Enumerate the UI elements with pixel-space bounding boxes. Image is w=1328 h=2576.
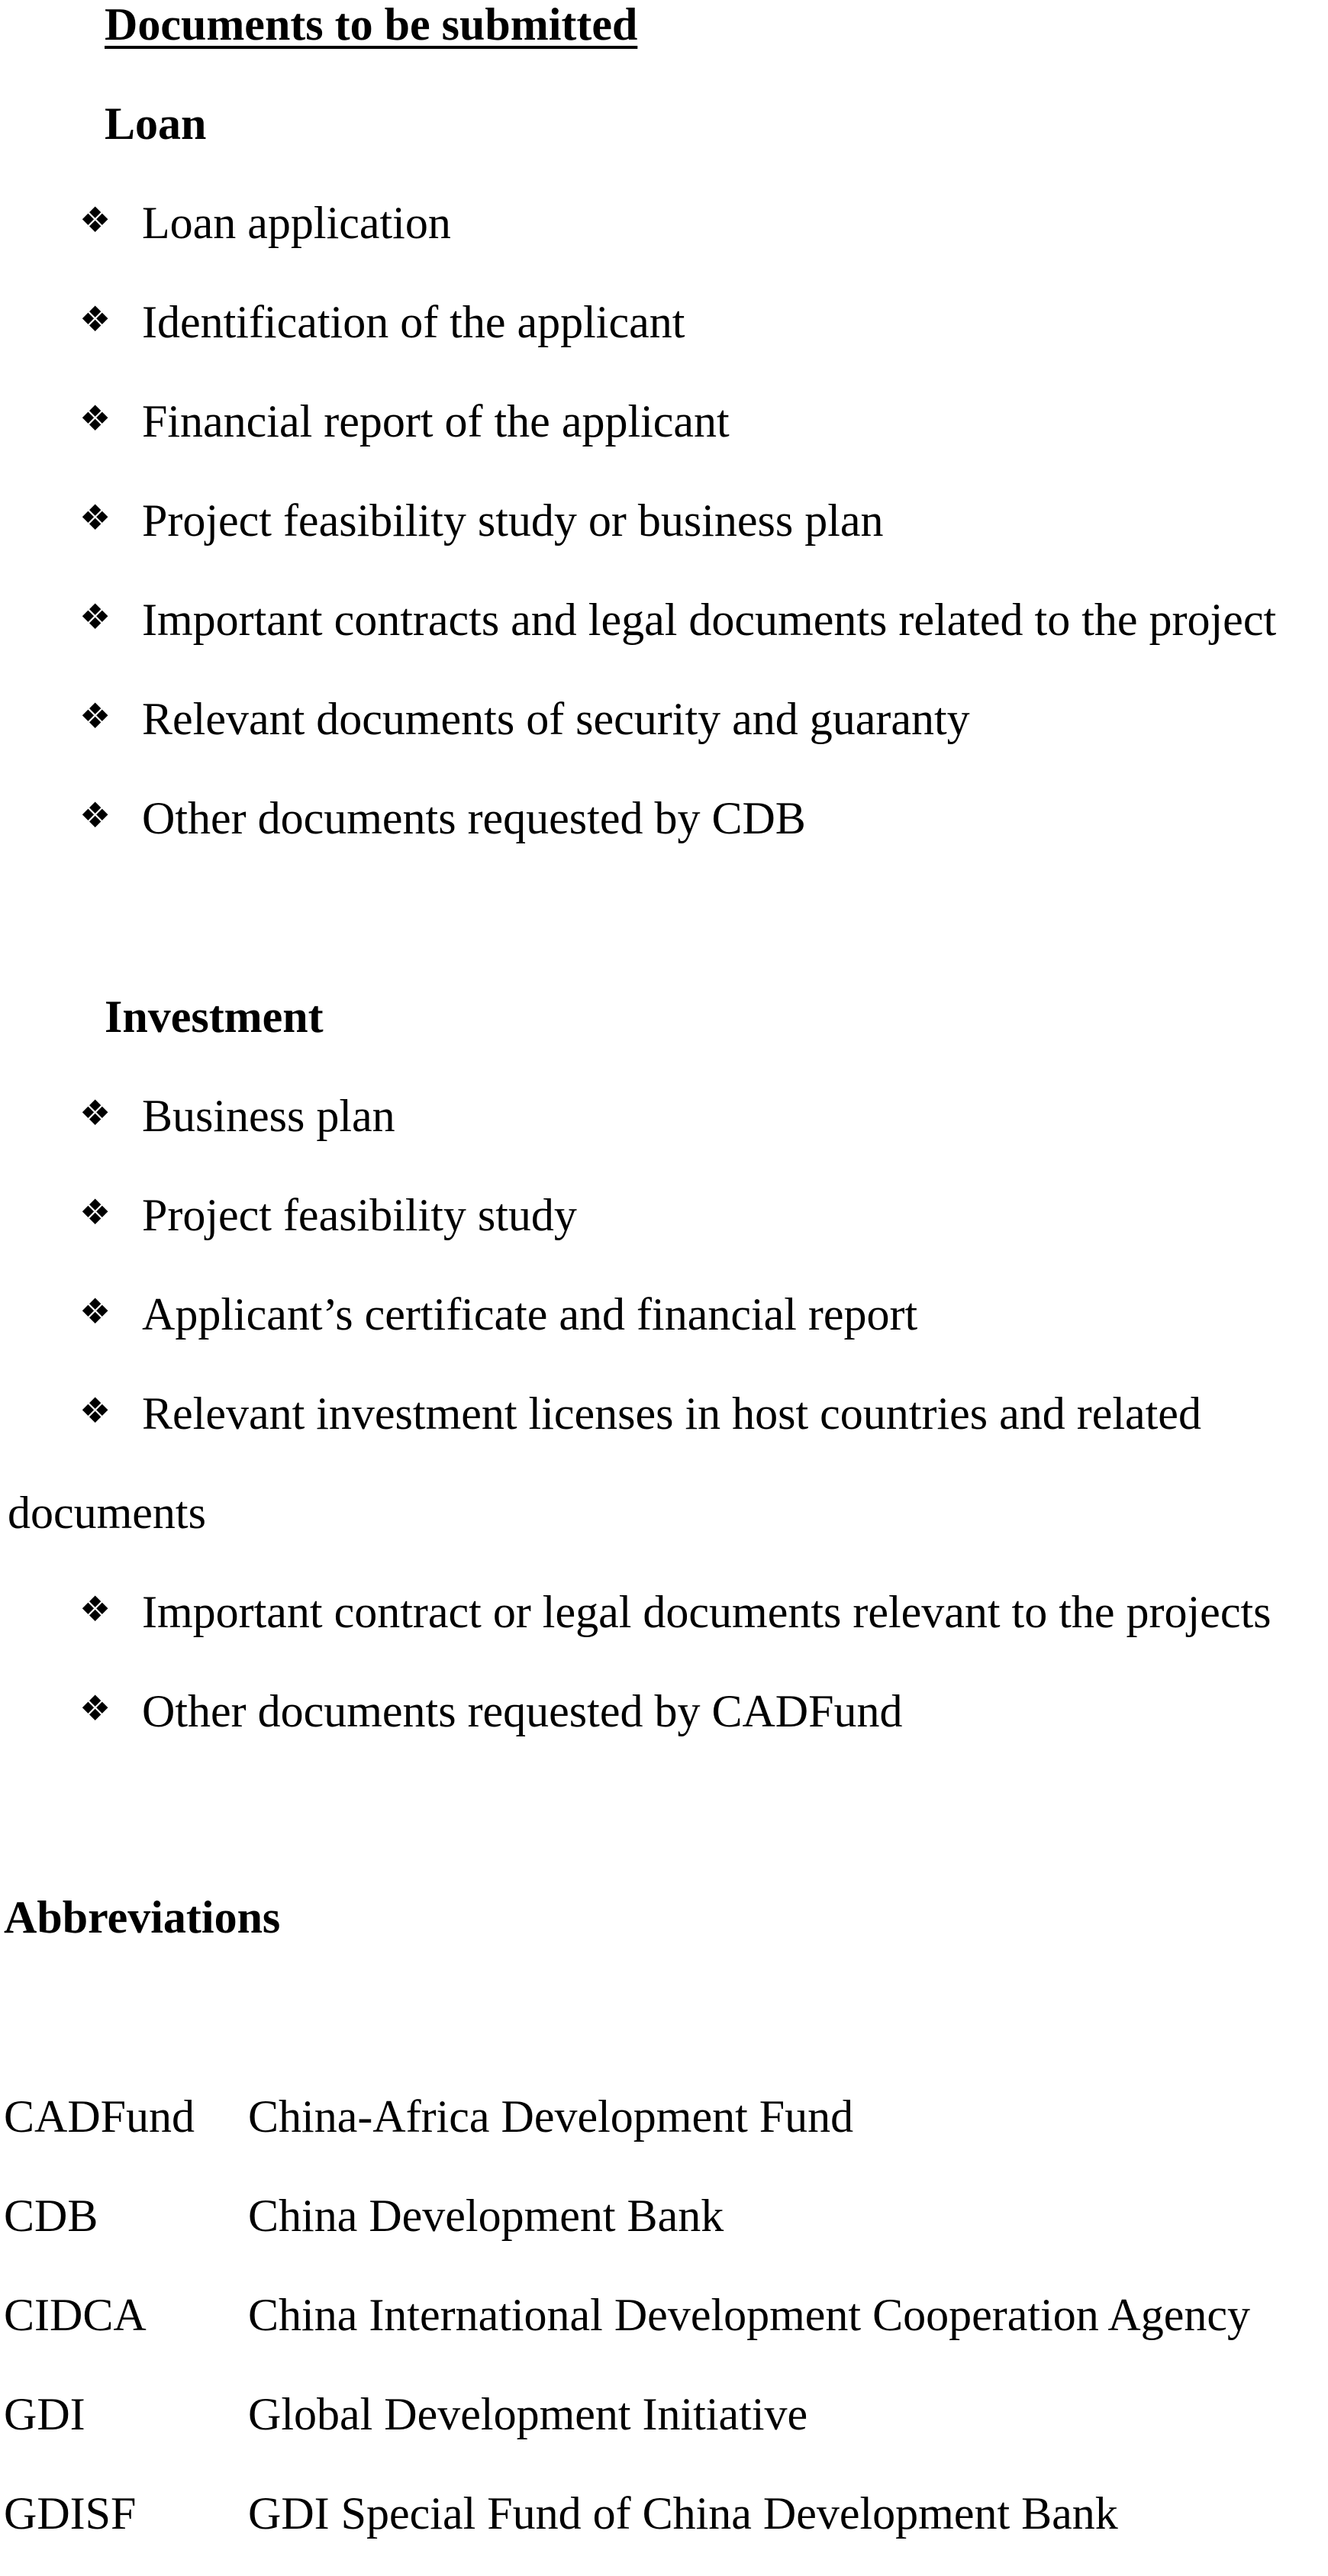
list-item-text: Relevant investment licenses in host countries and related <box>142 1388 1201 1439</box>
list-item-text: Project feasibility study or business plan <box>142 495 884 546</box>
bullet-diamond-icon: ❖ <box>79 697 111 736</box>
bullet-diamond-icon: ❖ <box>79 498 111 537</box>
section-heading-loan: Loan <box>105 98 207 149</box>
abbreviation-term: CDB <box>4 2191 98 2241</box>
bullet-diamond-icon: ❖ <box>79 300 111 339</box>
abbreviation-term: CIDCA <box>4 2290 147 2340</box>
list-item-text: Business plan <box>142 1091 395 1141</box>
list-item-text: Important contract or legal documents relevant to the projects <box>142 1587 1272 1637</box>
abbreviation-definition: GDI Special Fund of China Development Bank <box>248 2488 1118 2539</box>
bullet-diamond-icon: ❖ <box>79 201 111 240</box>
page-title: Documents to be submitted <box>105 0 638 50</box>
list-item-text: Financial report of the applicant <box>142 396 730 447</box>
bullet-diamond-icon: ❖ <box>79 1094 111 1133</box>
list-item-text: Loan application <box>142 198 451 248</box>
abbreviation-definition: China-Africa Development Fund <box>248 2091 854 2142</box>
section-heading-abbreviations: Abbreviations <box>4 1892 281 1942</box>
list-item-text-continuation: documents <box>8 1488 206 1538</box>
bullet-diamond-icon: ❖ <box>79 796 111 835</box>
bullet-diamond-icon: ❖ <box>79 1689 111 1728</box>
abbreviation-definition: China Development Bank <box>248 2191 724 2241</box>
bullet-diamond-icon: ❖ <box>79 399 111 438</box>
bullet-diamond-icon: ❖ <box>79 1193 111 1232</box>
abbreviation-definition: Global Development Initiative <box>248 2389 808 2439</box>
list-item-text: Applicant’s certificate and financial report <box>142 1289 918 1340</box>
abbreviation-definition: China International Development Cooperation Agency <box>248 2290 1250 2340</box>
list-item-text: Project feasibility study <box>142 1190 577 1240</box>
bullet-diamond-icon: ❖ <box>79 1292 111 1331</box>
list-item-text: Important contracts and legal documents related to the project <box>142 595 1277 645</box>
abbreviation-term: GDI <box>4 2389 85 2439</box>
abbreviation-term: GDISF <box>4 2488 137 2539</box>
list-item-text: Other documents requested by CDB <box>142 793 806 843</box>
section-heading-investment: Investment <box>105 991 324 1042</box>
bullet-diamond-icon: ❖ <box>79 1590 111 1629</box>
bullet-diamond-icon: ❖ <box>79 598 111 637</box>
list-item-text: Identification of the applicant <box>142 297 685 347</box>
list-item-text: Relevant documents of security and guaranty <box>142 694 970 744</box>
bullet-diamond-icon: ❖ <box>79 1391 111 1430</box>
list-item-text: Other documents requested by CADFund <box>142 1686 903 1736</box>
abbreviation-term: CADFund <box>4 2091 195 2142</box>
